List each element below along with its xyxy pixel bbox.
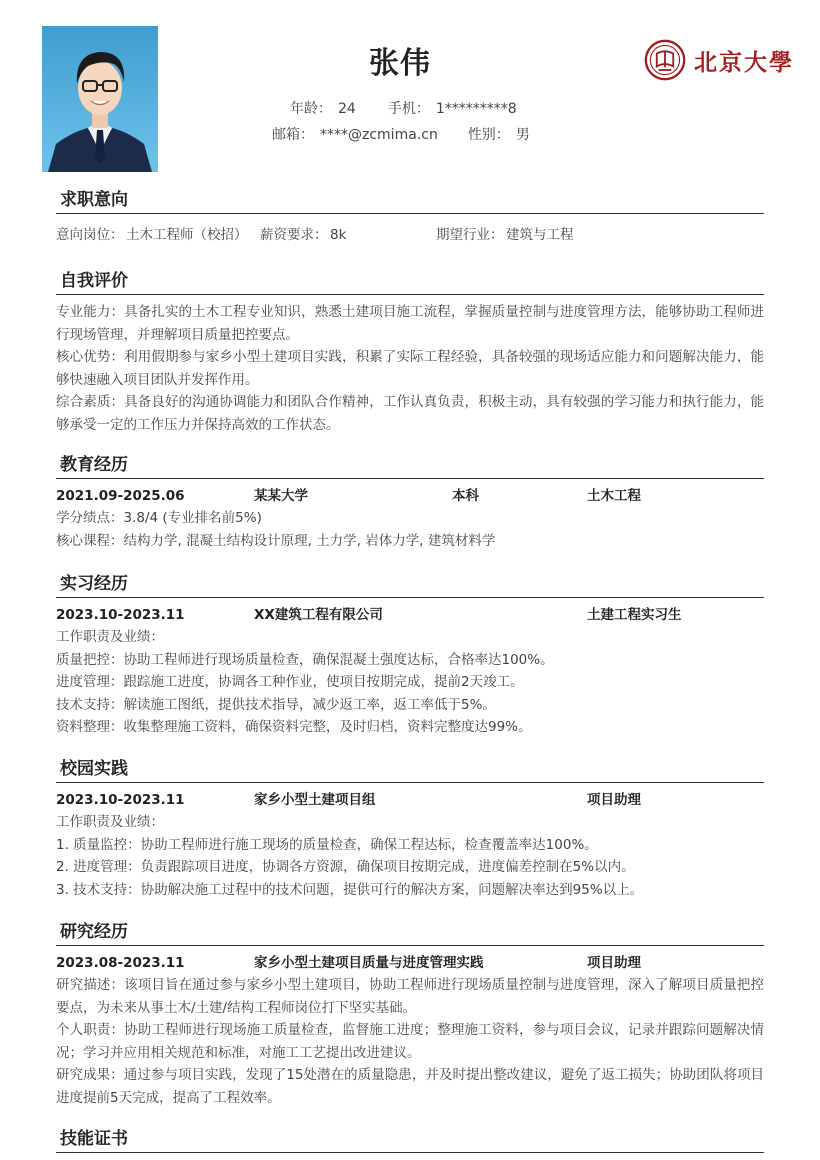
list-item: 1. 质量监控：协助工程师进行施工现场的质量检查，确保工程达标，检查覆盖率达100%。 — [56, 836, 598, 853]
research-paragraph: 研究描述：该项目旨在通过参与家乡小型土建项目，协助工程师进行现场质量控制与进度管理，深入了解项目质量把控要点，为未来从事土木/土建/结构工程师岗位打下坚实基础。 — [56, 977, 764, 1016]
list-item: 资料整理：收集整理施工资料，确保资料完整，及时归档，资料完整度达99%。 — [56, 719, 532, 735]
education-row — [56, 483, 764, 507]
section-title: 校园实践 — [56, 756, 764, 783]
campus-role: 项目助理 — [587, 792, 641, 808]
industry-label: 期望行业： — [436, 227, 504, 243]
university-seal-icon — [644, 37, 686, 83]
education-courses: 核心课程：结构力学, 混凝土结构设计原理, 土力学, 岩体力学, 建筑材料学 — [56, 532, 496, 549]
section-skills — [56, 1126, 764, 1153]
position-label: 意向岗位： — [56, 227, 124, 243]
education-period: 2021.09-2025.06 — [56, 488, 185, 504]
email-label: 邮箱： — [272, 127, 314, 143]
campus-period: 2023.10-2023.11 — [56, 792, 185, 808]
salary-label: 薪资要求： — [260, 227, 328, 243]
list-item: 质量把控：协助工程师进行现场质量检查，确保混凝土强度达标，合格率达100%。 — [56, 651, 554, 668]
self-eval-paragraph: 专业能力：具备扎实的土木工程专业知识，熟悉土建项目施工流程，掌握质量控制与进度管理方法，能够协助工程师进行现场管理，并理解项目质量把控要点。 — [56, 304, 764, 343]
section-title: 实习经历 — [56, 571, 764, 598]
info-line-2 — [272, 124, 530, 144]
education-gpa: 学分绩点：3.8/4 (专业排名前5%) — [56, 510, 262, 526]
candidate-name: 张伟 — [369, 46, 431, 81]
university-logo-text: 北京大學 — [694, 48, 794, 76]
section-job-intent — [56, 187, 764, 248]
section-title: 技能证书 — [56, 1126, 764, 1153]
list-item: 工作职责及业绩： — [56, 814, 164, 830]
campus-row — [56, 787, 764, 811]
education-degree: 本科 — [452, 488, 479, 504]
gender-label: 性别： — [467, 127, 510, 143]
list-item: 进度管理：跟踪施工进度，协调各工种作业，使项目按期完成，提前2天竣工。 — [56, 674, 524, 690]
age-label: 年龄： — [290, 101, 332, 117]
research-paragraph: 个人职责：协助工程师进行现场施工质量检查，监督施工进度；整理施工资料，参与项目会议，记录并跟踪问题解决情况；学习并应用相关规范和标准，对施工工艺提出改进建议。 — [56, 1022, 764, 1061]
self-eval-paragraph: 核心优势：利用假期参与家乡小型土建项目实践，积累了实际工程经验，具备较强的现场适应能力和问题解决能力，能够快速融入项目团队并发挥作用。 — [56, 349, 764, 388]
section-title: 研究经历 — [56, 919, 764, 946]
section-title: 教育经历 — [56, 452, 764, 479]
research-paragraph: 研究成果：通过参与项目实践，发现了15处潜在的质量隐患，并及时提出整改建议，避免了返工损失；协助团队将项目进度提前5天完成，提高了工程效率。 — [56, 1067, 764, 1106]
research-row — [56, 950, 764, 974]
gender-value: 男 — [515, 127, 530, 143]
research-period: 2023.08-2023.11 — [56, 955, 185, 971]
email-value: ****@zcmima.cn — [320, 127, 438, 143]
salary-value: 8k — [330, 227, 347, 243]
phone-value: 1*********8 — [435, 101, 517, 117]
section-campus-practice — [56, 756, 764, 901]
education-major: 土木工程 — [587, 488, 641, 504]
self-eval-paragraph: 综合素质：具备良好的沟通协调能力和团队合作精神，工作认真负责，积极主动，具有较强的学习能力和执行能力，能够承受一定的工作压力并保持高效的工作状态。 — [56, 394, 764, 433]
section-self-evaluation — [56, 268, 764, 436]
section-title: 求职意向 — [56, 187, 764, 214]
internship-role: 土建工程实习生 — [587, 607, 682, 623]
section-title: 自我评价 — [56, 268, 764, 295]
education-school: 某某大学 — [254, 488, 308, 504]
internship-row — [56, 602, 764, 626]
section-education — [56, 452, 764, 552]
campus-org: 家乡小型土建项目组 — [254, 792, 376, 808]
internship-company: XX建筑工程有限公司 — [254, 607, 383, 623]
research-role: 项目助理 — [587, 955, 641, 971]
section-research — [56, 919, 764, 1109]
section-internship — [56, 571, 764, 739]
position-value: 土木工程师（校招） — [126, 227, 248, 243]
list-item: 工作职责及业绩： — [56, 629, 164, 645]
intent-line — [56, 224, 764, 248]
list-item: 3. 技术支持：协助解决施工过程中的技术问题，提供可行的解决方案，问题解决率达到95%以上。 — [56, 881, 644, 898]
industry-value: 建筑与工程 — [506, 227, 574, 243]
university-logo — [644, 36, 794, 84]
internship-period: 2023.10-2023.11 — [56, 607, 185, 623]
list-item: 2. 进度管理：负责跟踪项目进度，协调各方资源，确保项目按期完成，进度偏差控制在5%以内。 — [56, 859, 635, 875]
age-value: 24 — [338, 101, 356, 117]
phone-label: 手机： — [387, 101, 430, 117]
list-item: 技术支持：解读施工图纸，提供技术指导，减少返工率，返工率低于5%。 — [56, 696, 496, 713]
research-project: 家乡小型土建项目质量与进度管理实践 — [254, 955, 484, 971]
info-line-1 — [290, 98, 517, 118]
